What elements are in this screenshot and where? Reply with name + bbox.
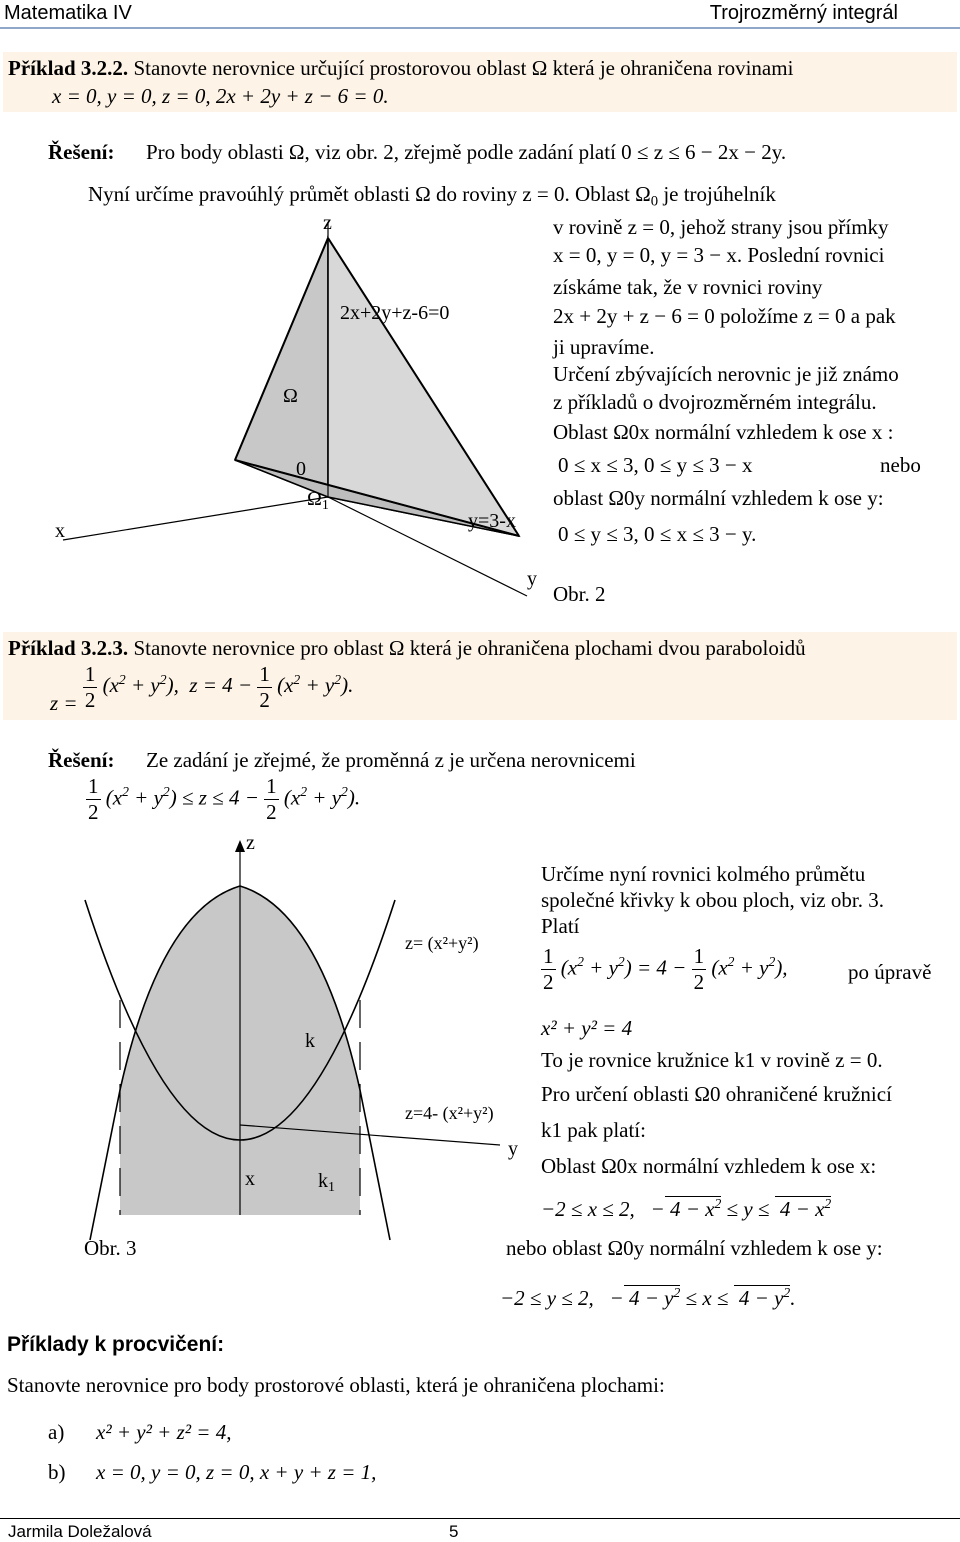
fig2-x-label: x [55, 520, 65, 542]
ex322-right-line-2: získáme tak, že v rovnici roviny [553, 275, 823, 299]
ex322-right-line-7: Oblast Ω0x normální vzhledem k ose x : [553, 420, 894, 444]
example-323-inequality: $\frac{1}{2}$ $(x^2 + y^2) \le z \le 4$ − $\frac{1}{2}$ $(x^2 + y^2)$. [88, 774, 361, 824]
ex323-right-line-7: k1 pak platí: [541, 1118, 646, 1142]
ex323-platí-equation: $\frac{1}{2}$ $(x^2 + y^2) = 4$ − $\frac{1}{2}$ $(x^2 + y^2)$, [543, 944, 788, 994]
header-right: Trojrozměrný integrál [709, 2, 898, 24]
ex322-right-line-9: nebo [880, 453, 921, 477]
fig3-k1-symbol: k [318, 1170, 328, 1192]
ex323-right-line-6: Pro určení oblasti Ω0 ohraničené kružnicí [541, 1082, 892, 1106]
ex322-right-line-4: ji upravíme. [553, 335, 655, 359]
ex322-figure-caption: Obr. 2 [553, 582, 606, 606]
fig2-z-label: z [323, 212, 332, 234]
practice-a-equation: x² + y² + z² = 4, [96, 1420, 232, 1444]
fig3-upper-label: z= (x²+y²) [405, 933, 479, 953]
example-323-solution-label: Řešení: [48, 748, 115, 772]
practice-b-label: b) [48, 1460, 66, 1484]
example-323-task-eq: z = $\frac{1}{2}$ $(x^2 + y^2)$, z = 4 − $\frac{1}{2}$ $(x^2 + y^2)$. [50, 662, 354, 716]
practice-b-equation: x = 0, y = 0, z = 0, x + y + z = 1, [96, 1460, 377, 1484]
fig2-omega-label: Ω [283, 385, 298, 407]
ex322-right-line-8: 0 ≤ x ≤ 3, 0 ≤ y ≤ 3 − x [558, 453, 753, 477]
fig3-x-label: x [245, 1168, 255, 1190]
ex323-domain-y: −2 ≤ y ≤ 2, − $4 - y^2 \le x \le 4 - y^2$. [500, 1285, 796, 1311]
fig2-line-label: y=3-x [468, 510, 516, 532]
fig2-omega1-sub: 1 [321, 498, 329, 514]
practice-title: Příklady k procvičení: [7, 1333, 225, 1356]
ex322-right-line-3: 2x + 2y + z − 6 = 0 položíme z = 0 a pak [553, 304, 896, 328]
ex323-right-line-0: Určíme nyní rovnici kolmého průmětu [541, 862, 866, 886]
header-left: Matematika IV [4, 2, 132, 24]
example-323-solution-text: Ze zadání je zřejmé, že proměnná z je určena nerovnicemi [146, 748, 636, 772]
fig2-y-label: y [527, 568, 537, 590]
example-323-task-text: Stanovte nerovnice pro oblast Ω která je ohraničena plochami dvou paraboloidů [133, 636, 806, 660]
ex322-right-line-0: v rovině z = 0, jehož strany jsou přímky [553, 215, 889, 239]
practice-a-label: a) [48, 1420, 65, 1444]
ex323-right-line-2: Platí [541, 914, 580, 938]
paragraph-intro-text: Nyní určíme pravoúhlý průmět oblasti Ω do roviny z = 0. Oblast Ω [88, 182, 651, 206]
ex323-right-line-1: společné křivky k obou ploch, viz obr. 3. [541, 888, 884, 912]
fig3-lower-label: z=4- (x²+y²) [405, 1103, 494, 1123]
ex323-right-line-3: po úpravě [848, 960, 932, 984]
paragraph-intro-end: je trojúhelník [663, 182, 776, 206]
fig3-caption: Obr. 3 [84, 1236, 137, 1260]
fig3-z-label: z [246, 832, 255, 854]
example-322-task-eq: x = 0, y = 0, z = 0, 2x + 2y + z − 6 = 0. [52, 84, 389, 108]
ex322-right-line-6: z příkladů o dvojrozměrném integrálu. [553, 390, 877, 414]
ex322-right-line-1: x = 0, y = 0, y = 3 − x. Poslední rovnici [553, 243, 885, 267]
ex323-domain-x: −2 ≤ x ≤ 2, − $4 - x^2 \le y \le 4 - x^2$ [541, 1196, 832, 1222]
footer-author: Jarmila Doležalová [8, 1522, 152, 1541]
example-322-paragraph-intro: Nyní určíme pravoúhlý průmět oblasti Ω do roviny z = 0. Oblast $\Omega_0$ je trojúhelník [88, 182, 776, 210]
practice-intro: Stanovte nerovnice pro body prostorové oblasti, která je ohraničena plochami: [7, 1373, 665, 1397]
ex322-right-line-10: oblast Ω0y normální vzhledem k ose y: [553, 486, 884, 510]
ex323-right-line-4: x² + y² = 4 [541, 1016, 633, 1040]
example-322-solution-label: Řešení: [48, 140, 115, 164]
fig2-plane-label: 2x+2y+z-6=0 [340, 302, 450, 324]
footer-page-number: 5 [449, 1522, 459, 1541]
example-322-title: Příklad 3.2.2. [8, 56, 129, 80]
example-322-solution-text: Pro body oblasti Ω, viz obr. 2, zřejmě podle zadání platí 0 ≤ z ≤ 6 − 2x − 2y. [146, 140, 787, 164]
fig3-k1-label: $k_1$ [318, 1170, 335, 1196]
fig2-origin-label: 0 [296, 458, 306, 480]
footer-divider [0, 1518, 960, 1519]
ex323-right-line-8: Oblast Ω0x normální vzhledem k ose x: [541, 1154, 877, 1178]
ex322-right-line-5: Určení zbývajících nerovnic je již známo [553, 362, 899, 386]
ex322-right-line-11: 0 ≤ y ≤ 3, 0 ≤ x ≤ 3 − y. [558, 522, 757, 546]
example-322-task-text: Stanovte nerovnice určující prostorovou oblast Ω která je ohraničena rovinami [133, 56, 794, 80]
ex323-right-line-5: To je rovnice kružnice k1 v rovině z = 0. [541, 1048, 883, 1072]
fig3-y-label: y [508, 1138, 518, 1160]
example-323-title: Příklad 3.2.3. [8, 636, 129, 660]
fig3-k-label: k [305, 1030, 315, 1052]
fig2-omega1-symbol: Ω [307, 488, 322, 510]
ex323-right-line-9: nebo oblast Ω0y normální vzhledem k ose y: [506, 1236, 883, 1260]
